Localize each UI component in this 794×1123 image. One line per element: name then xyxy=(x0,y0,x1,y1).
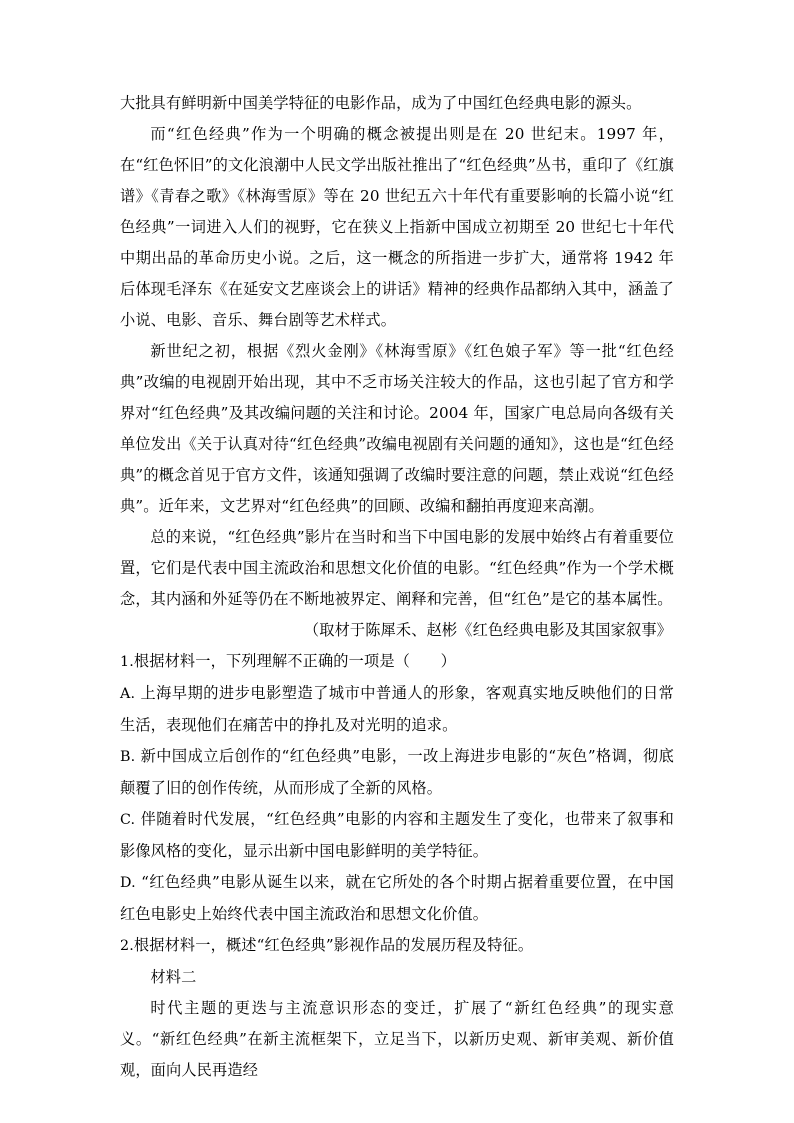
question-2-stem: 根据材料一，概述“红色经典”影视作品的发展历程及特征。 xyxy=(133,936,534,954)
question-2 xyxy=(120,930,674,962)
question-1-number: 1. xyxy=(120,654,134,670)
paragraph-material-two-first: 时代主题的更迭与主流意识形态的变迁，扩展了“新红色经典”的现实意义。“新红色经典”在新主流框架下，立足当下，以新历史观、新审美观、新价值观，面向人民再造经 xyxy=(120,999,674,1079)
source-attribution: （取材于陈犀禾、赵彬《红色经典电影及其国家叙事》 xyxy=(303,621,672,639)
option-d-text: “红色经典”电影从诞生以来，就在它所处的各个时期占据着重要位置，在中国红色电影史上始终代表中国主流政治和思想文化价值。 xyxy=(120,873,675,923)
paragraph-tv-adaptation: 新世纪之初，根据《烈火金刚》《林海雪原》《红色娘子军》等一批“红色经典”改编的电视剧开始出现，其中不乏市场关注较大的作品，这也引起了官方和学界对“红色经典”及其改编问题的关注和讨论。2004 年，国家广电总局向各级有关单位发出《关于认真对待“红色经典”改编电视剧有关问题的通知》，这也是“红色经典”的概念首见于官方文件，该通知强调了改编时要注意的问题，禁止戏说“红色经典”。近年来，文艺界对“红色经典”的回顾、改编和翻拍再度迎来高潮。 xyxy=(120,342,674,515)
question-1-stem: 根据材料一，下列理解不正确的一项是（ ） xyxy=(133,652,457,670)
question-1-option-d[interactable] xyxy=(120,867,674,930)
option-a-text: 上海早期的进步电影塑造了城市中普通人的形象，客观真实地反映他们的日常生活，表现他们在痛苦中的挣扎及对光明的追求。 xyxy=(120,684,674,734)
paragraph-summary: 总的来说，“红色经典”影片在当时和当下中国电影的发展中始终占有着重要位置，它们是代表中国主流政治和思想文化价值的电影。“红色经典”作为一个学术概念，其内涵和外延等仍在不断地被界定、阐释和完善，但“红色”是它的基本属性。 xyxy=(120,528,674,608)
question-2-number: 2. xyxy=(120,938,134,954)
question-1 xyxy=(120,646,674,678)
option-c-letter: C. xyxy=(120,812,136,828)
option-a-letter: A. xyxy=(120,686,136,702)
material-two-heading: 材料二 xyxy=(150,968,197,986)
option-b-letter: B. xyxy=(120,749,136,765)
question-1-option-c[interactable] xyxy=(120,804,674,867)
paragraph-intro: 大批具有鲜明新中国美学特征的电影作品，成为了中国红色经典电影的源头。 xyxy=(120,94,642,112)
question-1-option-a[interactable] xyxy=(120,678,674,741)
option-b-text: 新中国成立后创作的“红色经典”电影，一改上海进步电影的“灰色”格调，彻底颠覆了旧的创作传统，从而形成了全新的风格。 xyxy=(120,747,674,797)
option-d-letter: D. xyxy=(120,875,136,891)
paragraph-concept-origin: 而“红色经典”作为一个明确的概念被提出则是在 20 世纪末。1997 年，在“红色怀旧”的文化浪潮中人民文学出版社推出了“红色经典”丛书，重印了《红旗谱》《青春之歌》《林海雪原》等在 20 世纪五六十年代有重要影响的长篇小说“红色经典”一词进入人们的视野，它在狭义上指新中国成立初期至 20 世纪七十年代中期出品的革命历史小说。之后，这一概念的所指进一步扩大，通常将 1942 年后体现毛泽东《在延安文艺座谈会上的讲话》精神的经典作品都纳入其中，涵盖了小说、电影、音乐、舞台剧等艺术样式。 xyxy=(120,125,674,329)
question-1-option-b[interactable] xyxy=(120,741,674,804)
option-c-text: 伴随着时代发展，“红色经典”电影的内容和主题发生了变化，也带来了叙事和影像风格的变化，显示出新中国电影鲜明的美学特征。 xyxy=(120,810,675,860)
document-content xyxy=(120,88,674,1086)
